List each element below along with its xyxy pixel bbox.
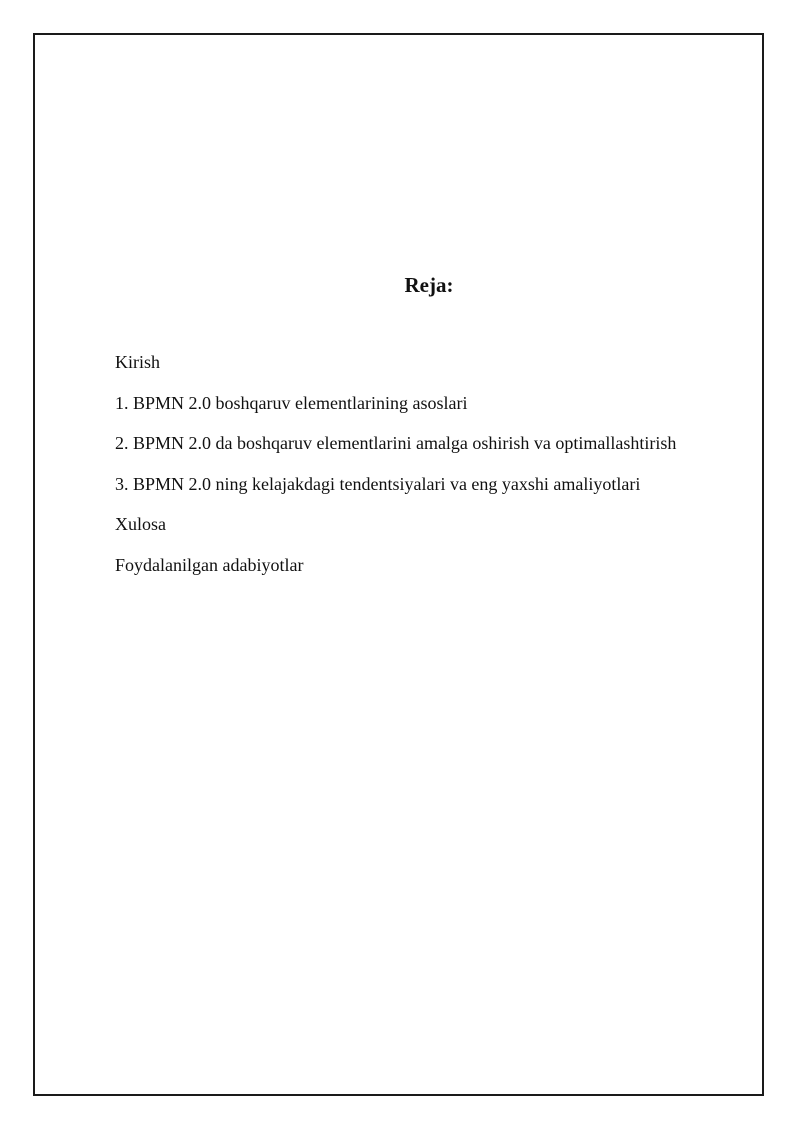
toc-item-introduction: Kirish [115, 352, 160, 372]
toc-item-references: Foydalanilgan adabiyotlar [115, 554, 304, 575]
toc-item-section-2: 2. BPMN 2.0 da boshqaruv elementlarini amalga oshirish va optimallashtirish [115, 433, 677, 453]
toc-item-section-3: 3. BPMN 2.0 ning kelajakdagi tendentsiyalari va eng yaxshi amaliyotlari [115, 473, 641, 494]
toc-item-section-1: 1. BPMN 2.0 boshqaruv elementlarining asoslari [115, 392, 468, 413]
toc-item-conclusion: Xulosa [115, 514, 166, 534]
page-title: Reja: [404, 273, 454, 297]
table-of-contents [115, 350, 676, 593]
